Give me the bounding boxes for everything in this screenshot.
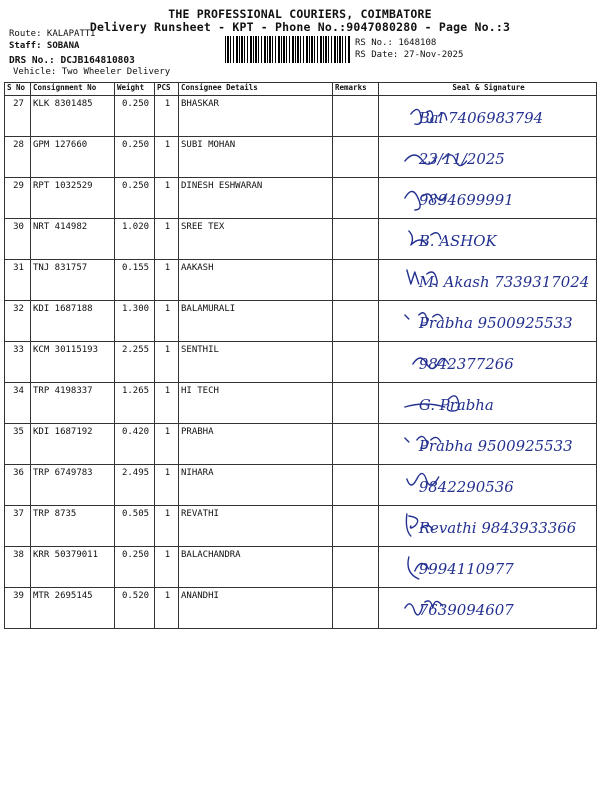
handwritten-signature (379, 547, 596, 587)
signature-cell (379, 219, 597, 260)
weight-text: 2.495 (121, 468, 150, 478)
consignee-text: PRABHA (181, 427, 214, 437)
signature-cell (379, 342, 597, 383)
signature-cell (379, 137, 597, 178)
pcs-cell (155, 465, 179, 506)
consignee-text: ANANDHI (181, 591, 219, 601)
signature-text: G. Prabha (418, 395, 494, 415)
s-no-text: 27 (13, 99, 24, 109)
consignment-cell (31, 588, 115, 629)
s-no-text: 32 (13, 304, 24, 314)
consignee-text: AAKASH (181, 263, 214, 273)
table-row (5, 547, 597, 588)
consignee-cell (179, 506, 333, 547)
signature-text: 7639094607 (418, 600, 514, 620)
signature-text: Revathi 9843933366 (418, 518, 577, 538)
weight-cell (115, 383, 155, 424)
consignee-cell (179, 383, 333, 424)
consignment-text: TRP 6749783 (33, 468, 93, 478)
staff-label: Staff: SOBANA (9, 41, 80, 51)
remarks-cell (333, 137, 379, 178)
pcs-cell (155, 506, 179, 547)
remarks-cell (333, 301, 379, 342)
consignee-text: BALACHANDRA (181, 550, 241, 560)
weight-cell (115, 137, 155, 178)
consignee-cell (179, 301, 333, 342)
table-row (5, 588, 597, 629)
weight-text: 0.250 (121, 550, 150, 560)
signature-cell (379, 383, 597, 424)
remarks-cell (333, 260, 379, 301)
weight-text: 0.520 (121, 591, 150, 601)
pcs-text: 1 (164, 509, 171, 519)
weight-text: 1.265 (121, 386, 150, 396)
consignment-cell (31, 383, 115, 424)
consignment-text: KLK 8301485 (33, 99, 93, 109)
consignee-text: DINESH ESHWARAN (181, 181, 263, 191)
weight-text: 0.250 (121, 140, 150, 150)
s-no-cell (5, 342, 31, 383)
weight-text: 0.250 (121, 181, 150, 191)
consignee-text: REVATHI (181, 509, 219, 519)
s-no-cell (5, 465, 31, 506)
s-no-cell (5, 506, 31, 547)
pcs-cell (155, 424, 179, 465)
consignment-text: KRR 50379011 (33, 550, 99, 560)
consignee-cell (179, 96, 333, 137)
remarks-cell (333, 465, 379, 506)
table-row (5, 178, 597, 219)
s-no-text: 35 (13, 427, 24, 437)
s-no-text: 31 (13, 263, 24, 273)
consignee-cell (179, 137, 333, 178)
table-row (5, 219, 597, 260)
weight-cell (115, 547, 155, 588)
signature-text: B. ASHOK (418, 231, 497, 251)
s-no-cell (5, 178, 31, 219)
pcs-cell (155, 219, 179, 260)
s-no-text: 30 (13, 222, 24, 232)
handwritten-signature (379, 588, 596, 628)
consignment-cell (31, 424, 115, 465)
pcs-cell (155, 301, 179, 342)
consignment-cell (31, 260, 115, 301)
remarks-cell (333, 383, 379, 424)
consignee-cell (179, 547, 333, 588)
handwritten-signature (379, 383, 596, 423)
pcs-text: 1 (164, 140, 171, 150)
company-title: THE PROFESSIONAL COURIERS, COIMBATORE (168, 7, 432, 21)
signature-cell (379, 178, 597, 219)
weight-text: 0.155 (121, 263, 150, 273)
s-no-cell (5, 547, 31, 588)
consignment-cell (31, 137, 115, 178)
pcs-text: 1 (164, 427, 171, 437)
signature-text: 9994110977 (418, 559, 514, 579)
table-row (5, 137, 597, 178)
table-row (5, 260, 597, 301)
consignee-text: NIHARA (181, 468, 214, 478)
drs-number: DRS No.: DCJB164810803 (9, 55, 135, 66)
handwritten-signature (379, 178, 596, 218)
signature-cell (379, 588, 597, 629)
consignment-text: KDI 1687192 (33, 427, 93, 437)
remarks-cell (333, 424, 379, 465)
weight-cell (115, 301, 155, 342)
consignee-cell (179, 588, 333, 629)
signature-cell (379, 260, 597, 301)
col-signature: Seal & Signature (379, 83, 597, 96)
consignment-cell (31, 219, 115, 260)
table-row (5, 301, 597, 342)
consignee-cell (179, 465, 333, 506)
runsheet-title: Delivery Runsheet - KPT - Phone No.:9047080280 - Page No.:3 (89, 20, 511, 34)
consignment-cell (31, 342, 115, 383)
handwritten-signature (379, 424, 596, 464)
handwritten-signature (379, 96, 596, 136)
s-no-cell (5, 424, 31, 465)
s-no-cell (5, 96, 31, 137)
handwritten-signature (379, 137, 596, 177)
signature-cell (379, 465, 597, 506)
consignee-text: SUBI MOHAN (181, 140, 236, 150)
pcs-cell (155, 383, 179, 424)
consignee-cell (179, 424, 333, 465)
s-no-text: 28 (13, 140, 24, 150)
consignment-text: KDI 1687188 (33, 304, 93, 314)
handwritten-signature (379, 301, 596, 341)
s-no-cell (5, 383, 31, 424)
weight-cell (115, 424, 155, 465)
weight-cell (115, 219, 155, 260)
pcs-cell (155, 342, 179, 383)
s-no-cell (5, 260, 31, 301)
signature-text: 9894699991 (418, 190, 514, 210)
table-row (5, 342, 597, 383)
weight-cell (115, 178, 155, 219)
signature-cell (379, 301, 597, 342)
signature-cell (379, 547, 597, 588)
signature-text: Prabha 9500925533 (418, 436, 573, 456)
pcs-text: 1 (164, 591, 171, 601)
s-no-cell (5, 137, 31, 178)
rs-number: RS No.: 1648108 (355, 38, 437, 48)
s-no-cell (5, 219, 31, 260)
weight-cell (115, 588, 155, 629)
consignee-cell (179, 219, 333, 260)
consignment-cell (31, 301, 115, 342)
remarks-cell (333, 96, 379, 137)
pcs-text: 1 (164, 222, 171, 232)
col-pcs: PCS (155, 83, 179, 96)
signature-text: 9842290536 (418, 477, 514, 497)
handwritten-signature (379, 219, 596, 259)
s-no-text: 38 (13, 550, 24, 560)
pcs-text: 1 (164, 345, 171, 355)
pcs-cell (155, 178, 179, 219)
consignment-text: RPT 1032529 (33, 181, 93, 191)
s-no-text: 29 (13, 181, 24, 191)
consignment-text: MTR 2695145 (33, 591, 93, 601)
table-row (5, 506, 597, 547)
consignee-text: BHASKAR (181, 99, 219, 109)
table-row (5, 465, 597, 506)
s-no-text: 34 (13, 386, 24, 396)
consignment-text: GPM 127660 (33, 140, 88, 150)
consignment-cell (31, 96, 115, 137)
s-no-cell (5, 588, 31, 629)
vehicle-label: Vehicle: Two Wheeler Delivery (13, 67, 171, 77)
remarks-cell (333, 342, 379, 383)
pcs-cell (155, 96, 179, 137)
handwritten-signature (379, 342, 596, 382)
rs-date: RS Date: 27-Nov-2025 (355, 50, 464, 60)
pcs-cell (155, 137, 179, 178)
pcs-text: 1 (164, 99, 171, 109)
consignment-cell (31, 178, 115, 219)
weight-text: 1.300 (121, 304, 150, 314)
handwritten-signature (379, 260, 596, 300)
signature-cell (379, 424, 597, 465)
weight-cell (115, 465, 155, 506)
runsheet-table (4, 82, 597, 629)
col-weight: Weight (115, 83, 155, 96)
signature-cell (379, 506, 597, 547)
handwritten-signature (379, 465, 596, 505)
table-row (5, 96, 597, 137)
consignee-text: SREE TEX (181, 222, 225, 232)
col-remarks: Remarks (333, 83, 379, 96)
col-consignee: Consignee Details (179, 83, 333, 96)
pcs-text: 1 (164, 304, 171, 314)
consignment-cell (31, 547, 115, 588)
consignee-cell (179, 178, 333, 219)
remarks-cell (333, 178, 379, 219)
s-no-text: 39 (13, 591, 24, 601)
consignee-text: BALAMURALI (181, 304, 236, 314)
remarks-cell (333, 547, 379, 588)
pcs-text: 1 (164, 263, 171, 273)
weight-text: 1.020 (121, 222, 150, 232)
s-no-text: 36 (13, 468, 24, 478)
barcode-image (225, 36, 351, 63)
signature-text: Bal 7406983794 (418, 108, 544, 128)
weight-text: 0.420 (121, 427, 150, 437)
remarks-cell (333, 588, 379, 629)
signature-text: M. Akash 7339317024 (418, 272, 590, 292)
col-consignment: Consignment No (31, 83, 115, 96)
consignment-text: KCM 30115193 (33, 345, 99, 355)
pcs-cell (155, 260, 179, 301)
signature-text: 9842377266 (418, 354, 514, 374)
signature-text: Prabha 9500925533 (418, 313, 573, 333)
s-no-text: 37 (13, 509, 24, 519)
consignee-cell (179, 260, 333, 301)
s-no-text: 33 (13, 345, 24, 355)
weight-cell (115, 342, 155, 383)
consignment-text: TRP 4198337 (33, 386, 93, 396)
signature-cell (379, 96, 597, 137)
table-header-row (5, 83, 597, 96)
consignee-cell (179, 342, 333, 383)
remarks-cell (333, 219, 379, 260)
consignment-cell (31, 465, 115, 506)
signature-text: 23/11/2025 (418, 149, 505, 169)
consignment-text: NRT 414982 (33, 222, 88, 232)
route-label: Route: KALAPATTI (9, 29, 96, 39)
table-row (5, 424, 597, 465)
handwritten-signature (379, 506, 596, 546)
pcs-text: 1 (164, 386, 171, 396)
table-row (5, 383, 597, 424)
consignment-cell (31, 506, 115, 547)
pcs-text: 1 (164, 468, 171, 478)
consignee-text: SENTHIL (181, 345, 219, 355)
consignment-text: TNJ 831757 (33, 263, 88, 273)
weight-cell (115, 96, 155, 137)
weight-cell (115, 506, 155, 547)
pcs-text: 1 (164, 181, 171, 191)
weight-text: 0.505 (121, 509, 150, 519)
weight-text: 2.255 (121, 345, 150, 355)
s-no-cell (5, 301, 31, 342)
col-sno: S No (5, 83, 31, 96)
weight-text: 0.250 (121, 99, 150, 109)
consignment-text: TRP 8735 (33, 509, 77, 519)
remarks-cell (333, 506, 379, 547)
pcs-cell (155, 588, 179, 629)
weight-cell (115, 260, 155, 301)
consignee-text: HI TECH (181, 386, 219, 396)
pcs-text: 1 (164, 550, 171, 560)
pcs-cell (155, 547, 179, 588)
